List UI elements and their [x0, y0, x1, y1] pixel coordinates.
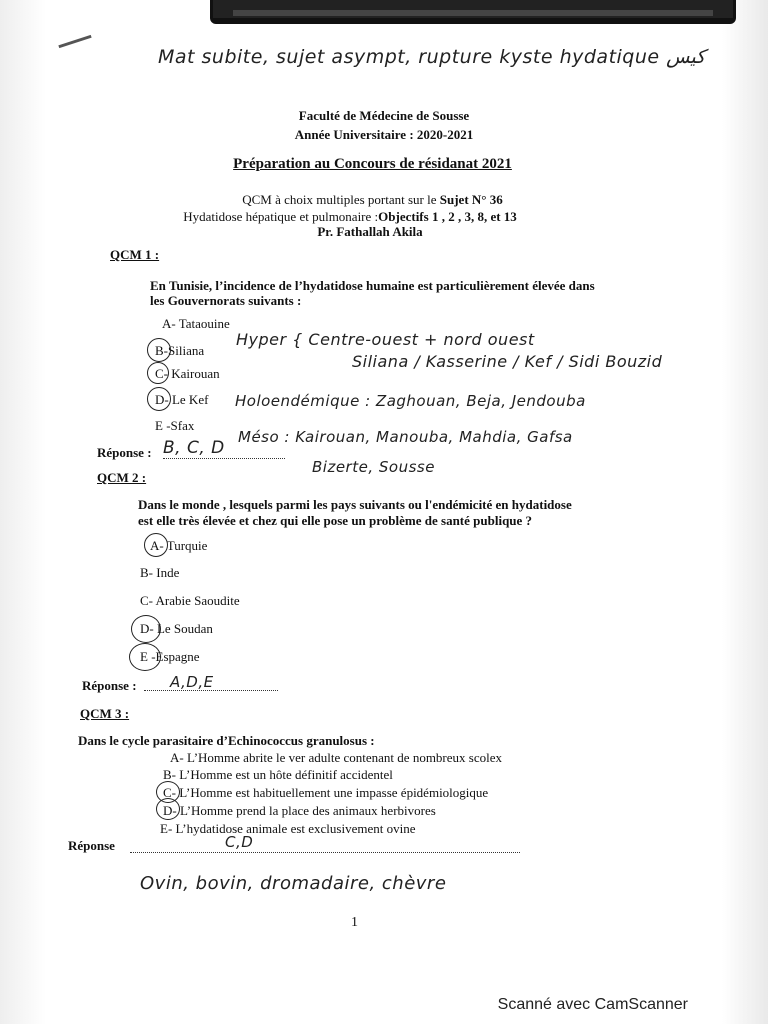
q2-option-c: C- Arabie Saoudite [140, 593, 240, 608]
objectives-line: Hydatidose hépatique et pulmonaire :Objectifs 1 , 2 , 3, 8, et 13 [183, 209, 517, 224]
q1-answer-label: Réponse : [97, 445, 152, 460]
q3-label: QCM 3 : [80, 706, 130, 721]
faculty-name: Faculté de Médecine de Sousse [298, 108, 470, 123]
q1-note-hyper: Hyper { Centre-ouest + nord ouest [236, 330, 535, 349]
q2-label: QCM 2 : [97, 470, 147, 485]
q2-option-a-circle [144, 533, 168, 557]
author: Pr. Fathallah Akila [317, 224, 423, 239]
q1-option-d: D- Le Kef [155, 392, 209, 407]
q1-label: QCM 1 : [110, 247, 160, 262]
q3-option-a: A- L’Homme abrite le ver adulte contenant de nombreux scolex [170, 750, 502, 765]
q1-stem-line1: En Tunisie, l’incidence de l’hydatidose humaine est particulièrement élevée dans [150, 278, 595, 293]
q2-option-a: A- Turquie [150, 538, 208, 553]
q1-option-d-circle [147, 387, 171, 411]
page-number: 1 [351, 915, 358, 930]
pen-mark [58, 35, 91, 48]
q1-option-a: A- Tataouine [162, 316, 230, 331]
q3-answer-line [130, 852, 520, 853]
q2-stem-line2: est elle très élevée et chez qui elle pose un problème de santé publique ? [138, 513, 533, 528]
q1-option-c-circle [147, 362, 169, 384]
q3-option-d: D- L’Homme prend la place des animaux herbivores [163, 803, 436, 818]
q1-note-meso: Méso : Kairouan, Manouba, Mahdia, Gafsa [238, 428, 573, 446]
q3-option-e: E- L’hydatidose animale est exclusivement ovine [160, 821, 416, 836]
q1-answer: B, C, D [163, 438, 225, 458]
academic-year: Année Universitaire : 2020-2021 [294, 127, 474, 142]
q1-option-e: E -Sfax [155, 418, 195, 433]
q1-option-b: B-Siliana [155, 343, 205, 358]
q2-answer: A,D,E [170, 673, 214, 691]
q3-answer-label: Réponse [68, 838, 115, 853]
q2-answer-label: Réponse : [82, 678, 137, 693]
scanner-watermark: Scanné avec CamScanner [497, 996, 688, 1013]
q1-stem-line2: les Gouvernorats suivants : [150, 293, 302, 308]
q3-stem: Dans le cycle parasitaire d’Echinococcus granulosus : [78, 733, 375, 748]
handwritten-top-note: Mat subite, sujet asympt, rupture kyste hydatique كيس [158, 46, 706, 68]
q3-option-d-circle [156, 798, 180, 820]
q1-option-c: C- Kairouan [155, 366, 220, 381]
q1-note-holo: Holoendémique : Zaghouan, Beja, Jendouba [235, 392, 586, 410]
q3-option-c: C- L’Homme est habituellement une impasse épidémiologique [163, 785, 489, 800]
q1-answer-line [163, 458, 285, 459]
q3-handwritten-note: Ovin, bovin, dromadaire, chèvre [140, 873, 447, 894]
q3-answer: C,D [225, 833, 254, 851]
q2-option-b: B- Inde [140, 565, 180, 580]
q3-option-b: B- L’Homme est un hôte définitif accidentel [163, 767, 393, 782]
q2-option-e: E -Espagne [140, 649, 200, 664]
page-title: Préparation au Concours de résidanat 2021 [233, 156, 512, 172]
q1-note-hyper-list: Siliana / Kasserine / Kef / Sidi Bouzid [352, 352, 663, 371]
clipboard-clip [210, 0, 736, 24]
subject-line: QCM à choix multiples portant sur le Sujet N° 36 [242, 192, 503, 207]
q2-option-d-circle [131, 615, 161, 643]
q1-option-b-circle [147, 338, 171, 362]
q1-note-meso-more: Bizerte, Sousse [312, 458, 435, 476]
q2-option-e-circle [129, 643, 161, 671]
q2-stem-line1: Dans le monde , lesquels parmi les pays suivants ou l'endémicité en hydatidose [138, 497, 572, 512]
q2-answer-line [144, 690, 278, 691]
q2-option-d: D- Le Soudan [140, 621, 213, 636]
